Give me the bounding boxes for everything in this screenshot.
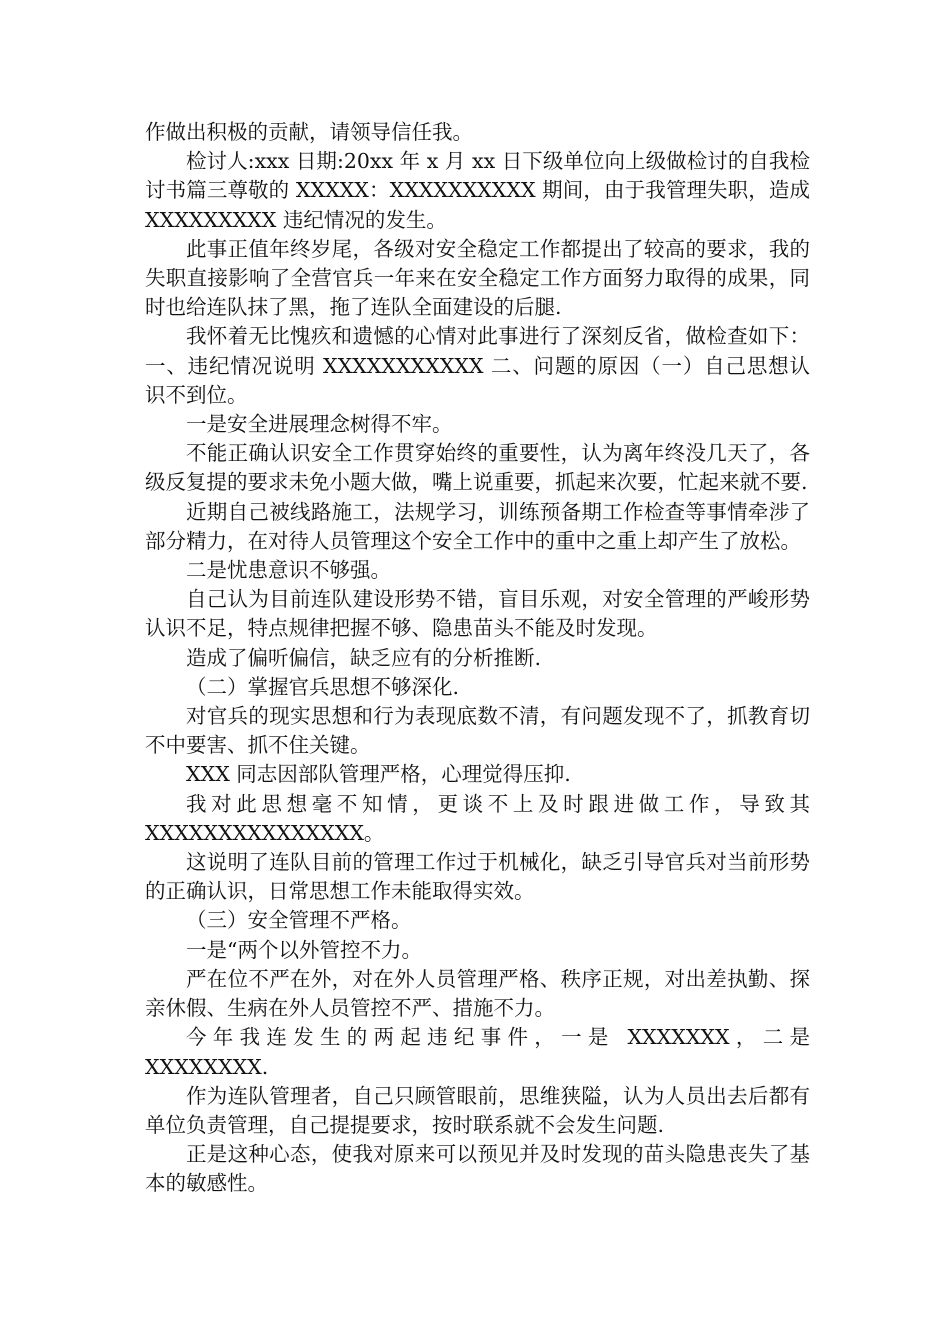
paragraph: 二是忧患意识不够强。: [186, 558, 391, 583]
paragraph: 一是“两个以外管控不力。: [186, 937, 422, 962]
paragraph: 作为连队管理者，自己只顾管眼前，思维狭隘，认为人员出去后都有单位负责管理，自己提提要求，按时联系就不会发生问题.: [145, 1083, 810, 1137]
paragraph: 造成了偏听偏信，缺乏应有的分析推断.: [186, 645, 542, 670]
paragraph: 一是安全进展理念树得不牢。: [186, 412, 453, 437]
paragraph: 自己认为目前连队建设形势不错，盲目乐观，对安全管理的严峻形势认识不足，特点规律把握不够、隐患苗头不能及时发现。: [145, 587, 810, 641]
paragraph: 近期自己被线路施工，法规学习，训练预备期工作检查等事情牵涉了部分精力，在对待人员管理这个安全工作中的重中之重上却产生了放松。: [145, 499, 810, 553]
paragraph: XXX 同志因部队管理严格，心理觉得压抑.: [186, 762, 571, 787]
paragraph: 作做出积极的贡献，请领导信任我。: [145, 120, 473, 144]
paragraph: （三）安全管理不严格。: [186, 908, 412, 933]
paragraph: 检讨人:xxx 日期:20xx 年 x 月 xx 日下级单位向上级做检讨的自我检讨书篇三尊敬的 XXXXX：XXXXXXXXXX 期间，由于我管理失职，造成 XXXXXXXXX 违纪情况的发生。: [145, 149, 810, 232]
paragraph: 此事正值年终岁尾，各级对安全稳定工作都提出了较高的要求，我的失职直接影响了全营官兵一年来在安全稳定工作方面努力取得的成果，同时也给连队抹了黑，拖了连队全面建设的后腿.: [145, 236, 810, 320]
paragraph: （二）掌握官兵思想不够深化.: [186, 674, 460, 699]
document-page: [145, 118, 810, 1199]
paragraph: 我对此思想毫不知情，更谈不上及时跟进做工作，导致其 XXXXXXXXXXXXXXX。: [145, 791, 810, 845]
paragraph: 不能正确认识安全工作贯穿始终的重要性，认为离年终没几天了，各级反复提的要求未免小题大做，嘴上说重要，抓起来次要，忙起来就不要.: [145, 441, 810, 495]
paragraph: 今年我连发生的两起违纪事件，一是 XXXXXXX，二是 XXXXXXXX.: [145, 1025, 810, 1079]
paragraph: 严在位不严在外，对在外人员管理严格、秩序正规，对出差执勤、探亲休假、生病在外人员管控不严、措施不力。: [145, 966, 810, 1021]
paragraph: 对官兵的现实思想和行为表现底数不清，有问题发现不了，抓教育切不中要害、抓不住关键。: [145, 704, 810, 758]
paragraph: 我怀着无比愧疚和遗憾的心情对此事进行了深刻反省，做检查如下：一、违纪情况说明 XXXXXXXXXXX 二、问题的原因（一）自己思想认识不到位。: [145, 324, 810, 407]
paragraph: 这说明了连队目前的管理工作过于机械化，缺乏引导官兵对当前形势的正确认识，日常思想工作未能取得实效。: [145, 850, 810, 904]
paragraph: 正是这种心态，使我对原来可以预见并及时发现的苗头隐患丧失了基本的敏感性。: [145, 1142, 810, 1196]
